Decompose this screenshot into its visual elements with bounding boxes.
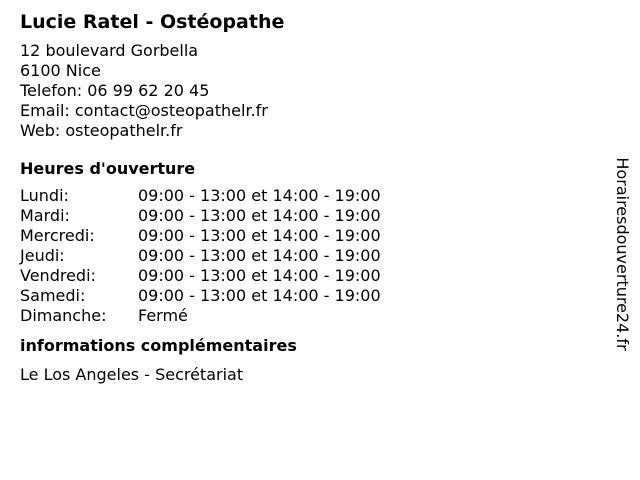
email-line: Email: contact@osteopathelr.fr [20,101,268,120]
day-label: Mercredi: [20,226,95,245]
hours-row-sunday [20,306,580,326]
day-label: Mardi: [20,206,70,225]
hours-row-thursday [20,246,580,266]
hours-value: 09:00 - 13:00 et 14:00 - 19:00 [138,246,381,265]
day-label: Vendredi: [20,266,96,285]
hours-value: 09:00 - 13:00 et 14:00 - 19:00 [138,286,381,305]
hours-value: 09:00 - 13:00 et 14:00 - 19:00 [138,266,381,285]
additional-info-text: Le Los Angeles - Secrétariat [20,365,244,384]
website-line: Web: osteopathelr.fr [20,121,183,140]
opening-hours-table [20,186,580,326]
phone-line: Telefon: 06 99 62 20 45 [20,81,210,100]
day-label: Dimanche: [20,306,107,325]
street-address: 12 boulevard Gorbella [20,41,199,60]
hours-value: 09:00 - 13:00 et 14:00 - 19:00 [138,186,381,205]
hours-row-friday [20,266,580,286]
business-card [20,10,580,385]
day-label: Samedi: [20,286,86,305]
hours-row-tuesday [20,206,580,226]
contact-block [20,41,580,141]
hours-row-monday [20,186,580,206]
postal-city: 6100 Nice [20,61,101,80]
business-name: Lucie Ratel - Ostéopathe [20,11,285,33]
site-watermark: Horairesdouverture24.fr [613,157,632,351]
day-label: Jeudi: [20,246,65,265]
hours-value: Fermé [138,306,188,325]
day-label: Lundi: [20,186,69,205]
hours-value: 09:00 - 13:00 et 14:00 - 19:00 [138,206,381,225]
hours-row-saturday [20,286,580,306]
additional-info-heading: informations complémentaires [20,336,297,355]
hours-value: 09:00 - 13:00 et 14:00 - 19:00 [138,226,381,245]
hours-row-wednesday [20,226,580,246]
opening-hours-heading: Heures d'ouverture [20,159,196,178]
